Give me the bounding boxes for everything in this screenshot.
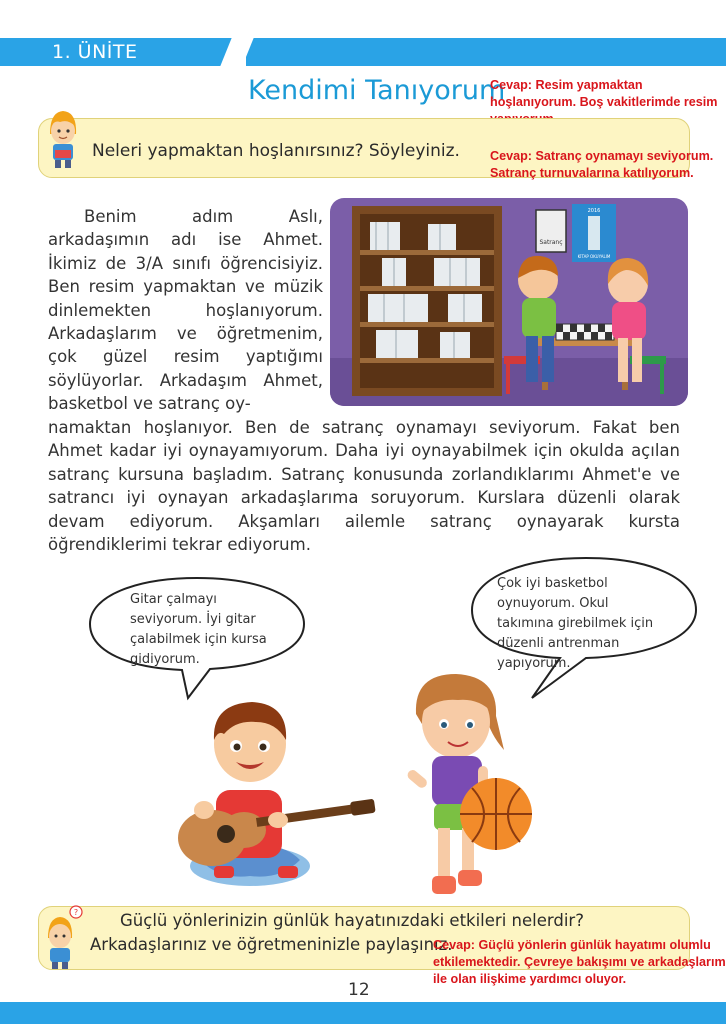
header-bar-right xyxy=(246,38,726,66)
poster-right-bottom-text: KİTAP OKUYALIM xyxy=(577,254,611,259)
thinking-student-icon xyxy=(38,904,86,970)
girl-basketball-illustration xyxy=(386,664,536,908)
poster-left-text: Satranç xyxy=(539,239,563,246)
svg-text:?: ? xyxy=(73,908,79,917)
answer-1: Cevap: Resim yapmaktan hoşlanıyorum. Boş vakitlerimde resim xyxy=(490,78,718,109)
footer-bar xyxy=(0,1002,726,1024)
page-number: 12 xyxy=(348,980,370,1000)
speech-bubble-boy-text: Gitar çalmayı seviyorum. İyi gitar çalabilmek için kursa gidiyorum. xyxy=(130,592,267,667)
paragraph-full: namaktan hoşlanıyor. Ben de satranç oynamayı seviyorum. Fakat ben Ahmet kadar iyi oynayamıyorum. Daha iyi oynayabilmek için okulda açılan satranç kursuna başladım. Satranç konusunda zorlandıklarımı Ahmet'e ve satrancı iyi oynayan arkadaşlarıma soruyorum. Kurslara düzenli olarak devam ediyorum. Akşamları ailemle satranç oynayarak kursta öğrendiklerimi tekrar ediyorum. xyxy=(48,418,680,555)
speech-bubble-girl-text: Çok iyi basketbol oynuyorum. Okul takımına girebilmek için düzenli antrenman yapıyorum. xyxy=(497,576,654,671)
question-1-text: Neleri yapmaktan hoşlanırsınız? Söyleyiniz. xyxy=(92,141,460,161)
student-icon xyxy=(40,104,86,170)
page-title: Kendimi Tanıyorum xyxy=(248,75,506,106)
answer-3: Cevap: Güçlü yönlerin günlük hayatımı olumlu etkilemektedir. Çevreye bakışımı ve arkadaşlarım ile olan ilişkime yardımcı oluyor. xyxy=(433,938,726,986)
unit-label: 1. ÜNİTE xyxy=(52,41,138,63)
answer-2: Cevap: Satranç oynamayı seviyorum. Satranç turnuvalarına katılıyorum. xyxy=(490,149,714,180)
poster-right-top-text: 2016 xyxy=(587,208,601,214)
paragraph-column-text: Benim adım Aslı, arkadaşımın adı ise Ahmet. İkimiz de 3/A sınıfı öğrencisiyiz. Ben resim yapmaktan ve müzik dinlemekten hoşlanıyorum. Arkadaşlarım ve öğretmenim, çok güzel resim yaptığımı söylüyorlar. Arkadaşım Ahmet, basketbol ve satranç oy- xyxy=(48,207,323,414)
paragraph-column xyxy=(48,205,323,416)
question-2-label: Güçlü yönlerinizin günlük hayatınızdaki etkileri nelerdir? Arkadaşlarınız ve öğretmeninizle paylaşınız. xyxy=(90,911,584,954)
boy-guitar-illustration xyxy=(160,690,382,900)
chess-scene-illustration xyxy=(330,198,688,406)
